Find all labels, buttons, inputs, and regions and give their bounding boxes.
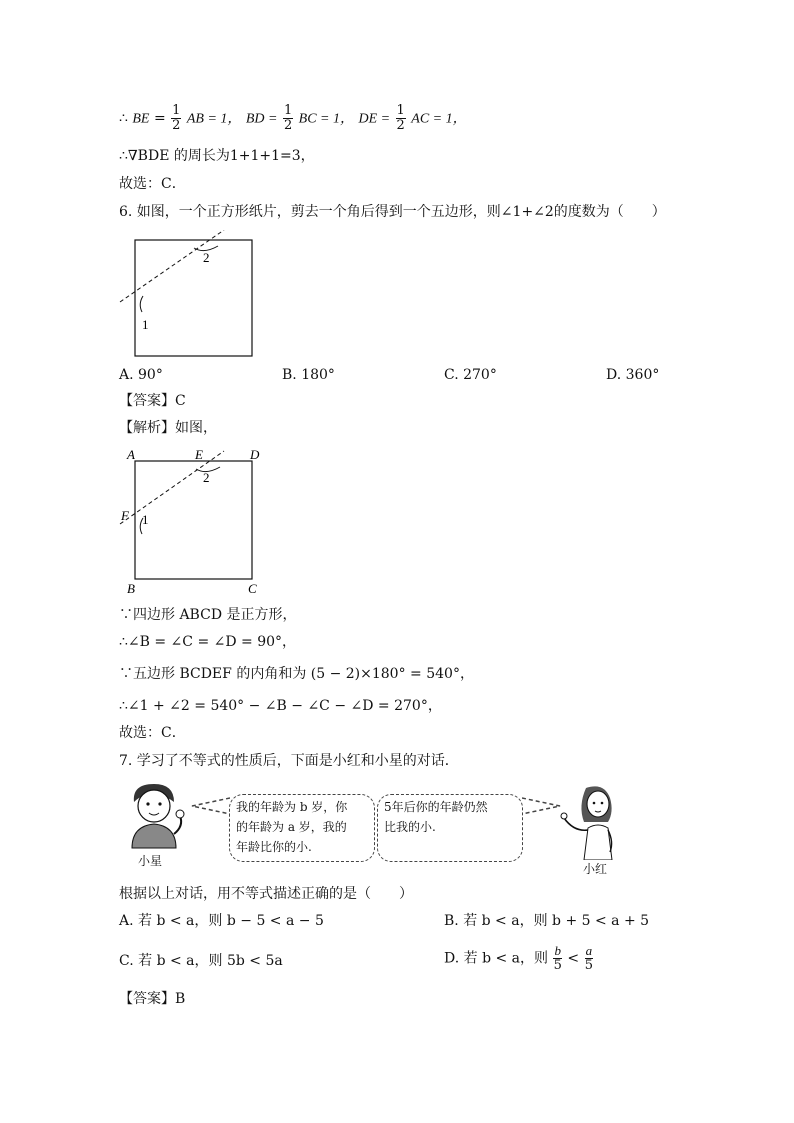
less-than-sign: <	[567, 950, 580, 967]
question-6-analysis-figure	[112, 442, 272, 600]
segment-ab: AB = 1，	[186, 111, 242, 127]
segment-bd: BD =	[245, 111, 278, 127]
option-a: A. 若 b < a，则 b − 5 < a − 5	[119, 913, 324, 929]
point-e-label: E	[195, 447, 203, 462]
answer-7: 【答案】B	[119, 991, 186, 1007]
segment-ac: AC = 1，	[411, 111, 467, 127]
vertex-c-label: C	[248, 581, 257, 596]
option-d: D. 360°	[606, 367, 660, 383]
vertex-a-label: A	[127, 447, 135, 462]
analysis-step-5: 故选：C．	[119, 725, 186, 741]
fraction-half: $\frac{1}{2}$	[283, 103, 293, 133]
left-character-name: 小星	[138, 854, 163, 868]
option-d-prefix: D. 若 b < a，则	[444, 950, 549, 967]
fraction-half: $\frac{1}{2}$	[172, 103, 181, 133]
option-b: B. 若 b < a，则 b + 5 < a + 5	[444, 913, 650, 929]
right-character-name: 小红	[583, 862, 608, 876]
segment-de: DE =	[358, 111, 391, 127]
segment-bc: BC = 1，	[298, 111, 355, 127]
vertex-b-label: B	[127, 581, 135, 596]
speech-bubble-xiaoxing	[229, 794, 375, 862]
left-bubble-tail	[188, 792, 230, 822]
solution-line-3: 故选：C．	[119, 176, 186, 192]
segment-be: BE	[132, 111, 150, 127]
bubble-line: 比我的小.	[384, 820, 436, 834]
question-7-prompt: 根据以上对话，用不等式描述正确的是（ ）	[119, 886, 413, 902]
equals-sign: =	[153, 110, 166, 127]
analysis-step-1: ∵四边形 ABCD 是正方形，	[119, 607, 297, 623]
question-6-figure	[112, 230, 262, 360]
angle-1-label: 1	[142, 317, 149, 332]
bubble-line: 的年龄为 a 岁，我的	[236, 820, 347, 834]
option-b: B. 180°	[282, 367, 335, 383]
vertex-d-label: D	[250, 447, 260, 462]
boy-illustration	[118, 780, 196, 850]
speech-bubble-xiaohong	[377, 794, 523, 862]
bubble-line: 5年后你的年龄仍然	[384, 800, 488, 814]
bubble-line: 我的年龄为 b 岁，你	[236, 800, 348, 814]
angle-1-label: 1	[142, 512, 149, 527]
question-6-stem: 6. 如图，一个正方形纸片，剪去一个角后得到一个五边形，则∠1+∠2的度数为（ ）	[119, 204, 666, 220]
option-c: C. 270°	[444, 367, 497, 383]
solution-line-1	[119, 104, 467, 133]
option-d	[444, 944, 594, 973]
analysis-step-2: ∴∠B = ∠C = ∠D = 90°，	[119, 634, 297, 650]
analysis-6-head: 【解析】如图，	[119, 420, 217, 436]
point-f-label: F	[121, 508, 129, 523]
solution-line-2: ∴∇BDE 的周长为1+1+1=3，	[119, 148, 315, 164]
therefore-symbol: ∴	[119, 110, 128, 127]
fraction-half: $\frac{1}{2}$	[396, 103, 405, 133]
analysis-step-4: ∴∠1 + ∠2 = 540° − ∠B − ∠C − ∠D = 270°，	[119, 698, 442, 714]
bubble-line: 年龄比你的小.	[236, 840, 312, 854]
girl-illustration	[560, 782, 632, 860]
angle-2-label: 2	[203, 250, 210, 265]
option-a: A. 90°	[119, 367, 163, 383]
analysis-step-3: ∵五边形 BCDEF 的内角和为 (5 − 2)×180° = 540°，	[119, 666, 474, 682]
right-bubble-tail	[522, 792, 564, 822]
option-c: C. 若 b < a，则 5b < 5a	[119, 953, 283, 969]
fraction-b-over-5: $\frac{b}{5}$	[553, 943, 562, 973]
fraction-a-over-5: $\frac{a}{5}$	[584, 943, 593, 973]
angle-2-label: 2	[203, 470, 210, 485]
question-7-stem: 7. 学习了不等式的性质后，下面是小红和小星的对话．	[119, 753, 459, 769]
answer-6: 【答案】C	[119, 393, 186, 409]
